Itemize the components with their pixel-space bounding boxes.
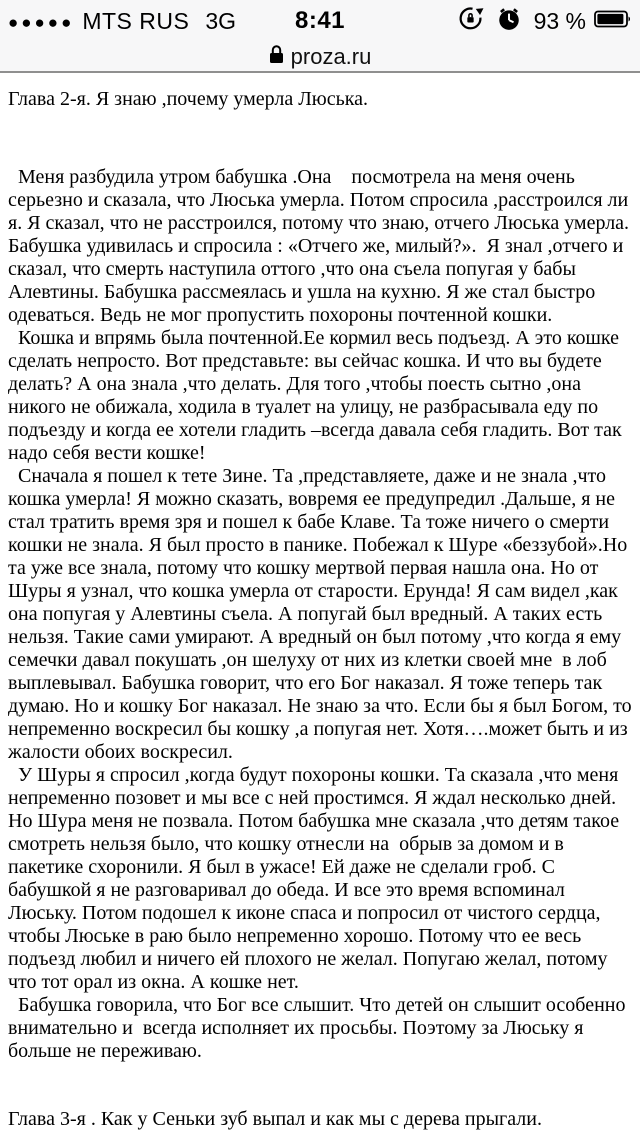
alarm-icon <box>496 6 522 37</box>
story-paragraph-2: Кошка и впрямь была почтенной.Ее кормил весь подъезд. А это кошке сделать непросто. Вот представьте: вы сейчас кошка. И что вы будете делать? А она знала ,что делать. Для того ,чтобы поесть сытно ,она никого не обижала, ходила в туалет на улицу, не разбрасывала еду по подъезду и когда ее хотели гладить –всегда давала себя гладить. Вот так надо себя вести кошке! <box>8 327 627 464</box>
status-bar-right <box>345 5 632 37</box>
story-paragraph-5: Бабушка говорила, что Бог все слышит. Что детей он слышит особенно внимательно и всегда исполняет их просьбы. Поэтому за Люську я больше не переживаю. <box>8 994 631 1062</box>
status-bar <box>0 0 640 42</box>
story-paragraph-3: Сначала я пошел к тете Зине. Та ,представляете, даже и не знала ,что кошка умерла! Я можно сказать, вовремя ее предупредил .Дальше, я не стал тратить время зря и пошел к бабе Клаве. Та тоже ничего о смерти кошки не знала. Я был просто в панике. Побежал к Шуре «беззубой».Но та уже все знала, потому что кошку мертвой первая нашла она. Но от Шуры я узнал, что кошка умерла от старости. Ерунда! Я сам видел ,как она попугая у Алевтины съела. А попугай был вредный. А таких есть нельзя. Такие сами умирают. А вредный он был потому ,что когда я ему семечки давал покушать ,он шелуху от них из клетки своей мне в лоб выплевывал. Бабушка говорит, что его Бог наказал. Я тоже теперь так думаю. Но и кошку Бог наказал. Не знаю за что. Если бы я был Богом, то непременно воскресил бы кошку ,а попугая нет. Хотя….может быть и из жалости обоих воскресил. <box>8 465 637 763</box>
signal-strength-icon: ●●●●● <box>8 12 75 32</box>
ssl-lock-icon <box>269 45 284 69</box>
address-bar[interactable] <box>0 42 640 71</box>
rotation-lock-icon <box>457 5 484 37</box>
battery-percent: 93 % <box>533 7 587 34</box>
clock-time: 8:41 <box>294 7 346 34</box>
browser-chrome <box>0 0 640 73</box>
page-content[interactable] <box>0 88 640 1131</box>
carrier-label: MTS RUS <box>82 7 190 34</box>
story-paragraph-1: Меня разбудила утром бабушка .Она посмотрела на меня очень серьезно и сказала, что Люська умерла. Потом спросила ,расстроился ли я. Я сказал, что не расстроился, потому что знаю, отчего Люська умерла. Бабушка удивилась и спросила : «Отчего же, милый?». Я знал ,отчего и сказал, что смерть наступила оттого ,что она съела попугая у бабы Алевтины. Бабушка рассмеялась и ушла на кухню. Я же стал быстро одеваться. Ведь не мог пропустить похороны почтенной кошки. <box>8 166 635 326</box>
url-label: proza.ru <box>290 43 372 69</box>
chapter-title: Глава 2-я. Я знаю ,почему умерла Люська. <box>8 88 369 110</box>
next-chapter-title: Глава 3-я . Как у Сеньки зуб выпал и как мы с дерева прыгали. <box>8 1108 542 1130</box>
status-bar-left <box>8 8 295 35</box>
network-type-label: 3G <box>205 7 237 34</box>
story-paragraph-4: У Шуры я спросил ,когда будут похороны кошки. Та сказала ,что меня непременно позовет и мы все с ней простимся. Я ждал несколько дней. Но Шура меня не позвала. Потом бабушка мне сказала ,что детям такое смотреть нельзя было, что кошку отнесли на обрыв за домом и в пакетике схоронили. Я был в ужасе! Ей даже не сделали гроб. С бабушкой я не разговаривал до обеда. И все это время вспоминал Люську. Потом подошел к иконе спаса и попросил от чистого сердца, чтобы Люське в раю было непременно хорошо. Потому что ее весь подъезд любил и ничего ей плохого не желал. Попугаю желал, потому что тот орал из окна. А кошке нет. <box>8 764 625 993</box>
battery-icon <box>594 10 632 33</box>
